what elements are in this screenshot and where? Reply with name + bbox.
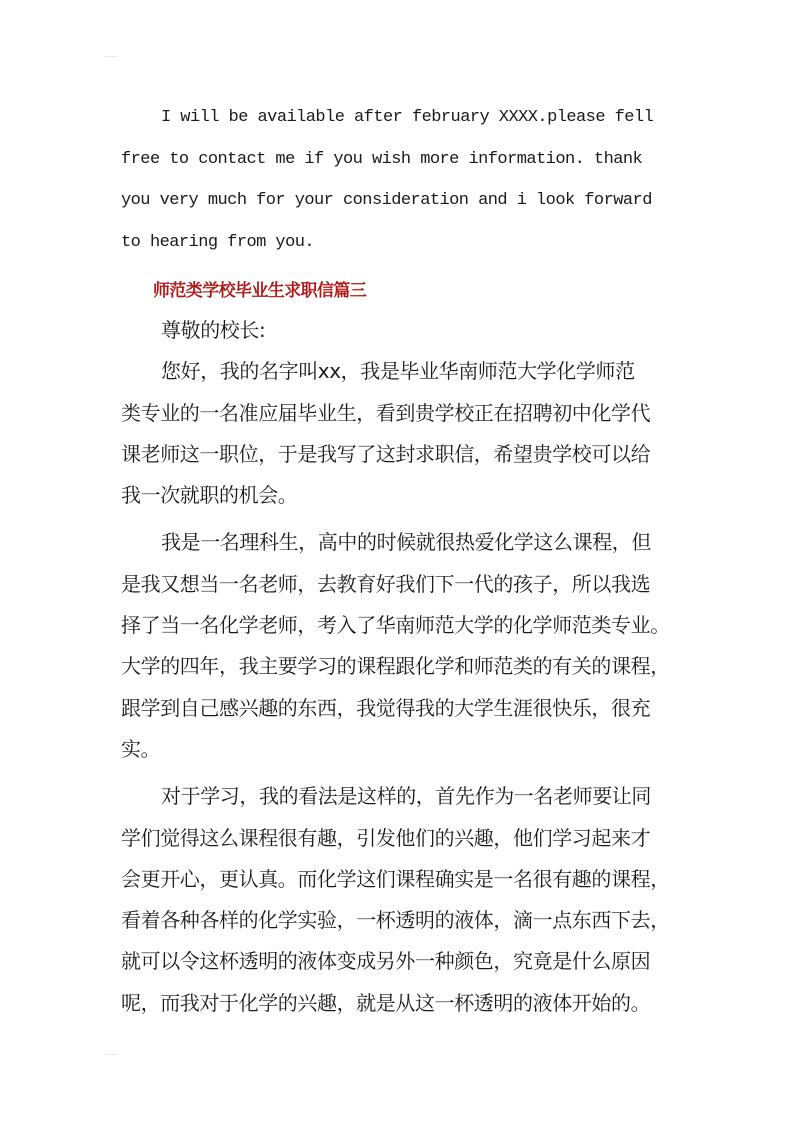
corner-mark-top: [104, 56, 118, 57]
paragraph-1-line: 我一次就职的机会。: [121, 483, 298, 508]
english-line: free to contact me if you wish more information. thank: [121, 149, 643, 169]
section-heading: 师范类学校毕业生求职信篇三: [153, 281, 367, 301]
paragraph-3-line: 就可以令这杯透明的液体变成另外一种颜色，究竟是什么原因: [121, 949, 651, 974]
paragraph-2-line: 我是一名理科生，高中的时候就很热爱化学这么课程，但: [161, 530, 651, 555]
paragraph-3-line: 对于学习，我的看法是这样的，首先作为一名老师要让同: [161, 784, 651, 809]
paragraph-2-line: 实。: [121, 736, 161, 761]
paragraph-3-line: 看着各种各样的化学实验，一杯透明的液体，滴一点东西下去，: [121, 908, 670, 933]
paragraph-2-line: 大学的四年，我主要学习的课程跟化学和师范类的有关的课程，: [121, 654, 670, 679]
english-line: I will be available after february XXXX.please fell: [161, 108, 654, 127]
paragraph-3-line: 呢，而我对于化学的兴趣，就是从这一杯透明的液体开始的。: [121, 990, 651, 1015]
english-line: you very much for your consideration and i look forward: [121, 191, 652, 210]
paragraph-3-line: 会更开心，更认真。而化学这们课程确实是一名很有趣的课程，: [121, 866, 670, 891]
paragraph-1-line: 类专业的一名准应届毕业生，看到贵学校正在招聘初中化学代: [121, 400, 651, 425]
paragraph-2-line: 跟学到自己感兴趣的东西，我觉得我的大学生涯很快乐，很充: [121, 695, 651, 720]
paragraph-2-line: 择了当一名化学老师，考入了华南师范大学的化学师范类专业。: [121, 613, 670, 638]
letter-body: [121, 312, 670, 1026]
salutation: 尊敬的校长:: [161, 318, 266, 342]
english-line: to hearing from you.: [121, 232, 315, 252]
paragraph-1-line: 您好，我的名字叫xx，我是毕业华南师范大学化学师范: [161, 359, 635, 384]
english-paragraph: [121, 100, 661, 266]
corner-mark-bottom: [104, 1054, 118, 1055]
paragraph-1-line: 课老师这一职位，于是我写了这封求职信，希望贵学校可以给: [121, 441, 651, 466]
paragraph-3-line: 学们觉得这么课程很有趣，引发他们的兴趣，他们学习起来才: [121, 825, 651, 850]
paragraph-2-line: 是我又想当一名老师，去教育好我们下一代的孩子，所以我选: [121, 571, 651, 596]
